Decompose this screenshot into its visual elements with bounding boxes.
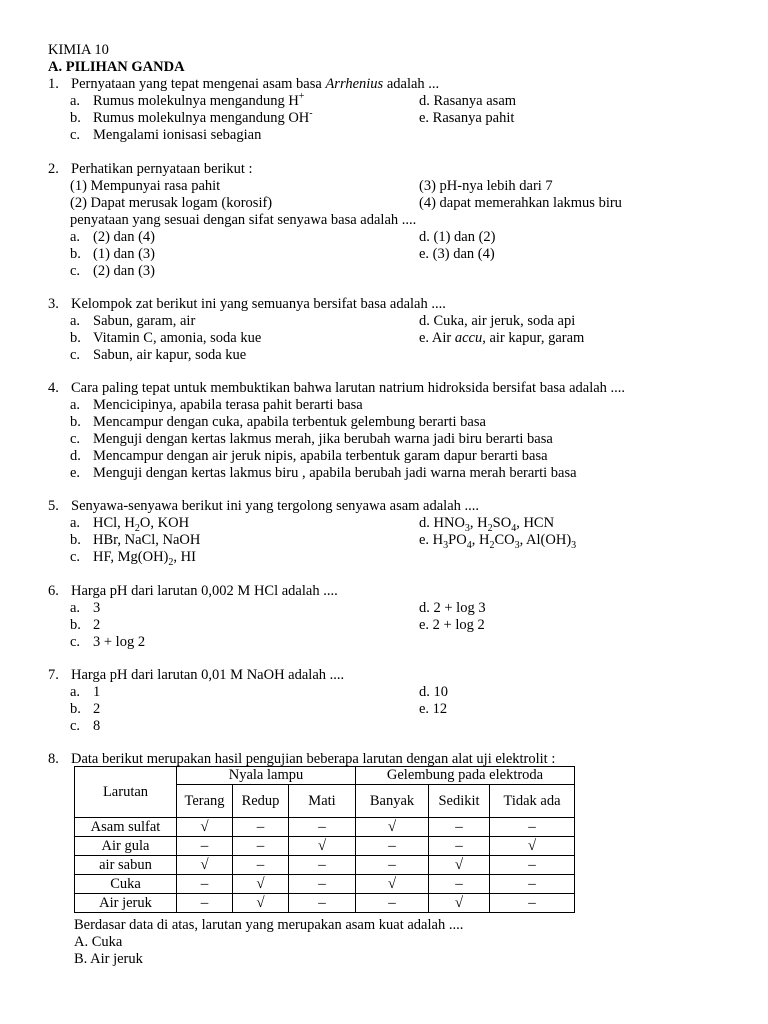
option-c: c. 3 + log 2 (70, 634, 146, 650)
statement-1: (1) Mempunyai rasa pahit (70, 178, 221, 194)
table-cell: √ (429, 856, 490, 875)
option-e: e. Rasanya pahit (419, 110, 515, 126)
header-tidak-ada: Tidak ada (490, 785, 575, 818)
header-redup: Redup (233, 785, 289, 818)
option-e: e. (3) dan (4) (419, 246, 495, 262)
question-7 (48, 667, 344, 684)
table-cell: √ (356, 818, 429, 837)
table-cell: – (490, 856, 575, 875)
table-row (75, 875, 575, 894)
table-cell: – (356, 856, 429, 875)
question-6 (48, 583, 338, 600)
option-b: b. 2 (70, 617, 101, 633)
table-cell: – (233, 837, 289, 856)
question-text-end: adalah ... (383, 76, 440, 92)
option-e: e. Menguji dengan kertas lakmus biru , apabila berubah jadi warna merah berarti basa (70, 465, 577, 481)
header-gelembung: Gelembung pada elektroda (356, 767, 575, 785)
option-a: a. Rumus molekulnya mengandung H+ (70, 91, 305, 109)
header-terang: Terang (177, 785, 233, 818)
question-4 (48, 380, 625, 397)
table-row (75, 818, 575, 837)
option-a: a. Sabun, garam, air (70, 313, 196, 329)
section-title: A. PILIHAN GANDA (48, 59, 185, 75)
statement-2: (2) Dapat merusak logam (korosif) (70, 195, 273, 211)
question-text-italic: Arrhenius (325, 76, 384, 92)
header-mati: Mati (289, 785, 356, 818)
option-d: d. (1) dan (2) (419, 229, 496, 245)
option-c: c. Sabun, air kapur, soda kue (70, 347, 247, 363)
question-text: Cara paling tepat untuk membuktikan bahwa larutan natrium hidroksida bersifat basa adalah .... (71, 380, 626, 396)
table-cell: – (289, 818, 356, 837)
option-a: a. Mencicipinya, apabila terasa pahit berarti basa (70, 397, 363, 413)
table-cell: – (356, 837, 429, 856)
table-cell: – (177, 837, 233, 856)
option-a: a. (2) dan (4) (70, 229, 156, 245)
table-cell: – (233, 856, 289, 875)
question-text: Data berikut merupakan hasil pengujian beberapa larutan dengan alat uji elektrolit : (71, 751, 556, 767)
option-b: b. Mencampur dengan cuka, apabila terbentuk gelembung berarti basa (70, 414, 486, 430)
table-row (75, 856, 575, 875)
header-nyala-lampu: Nyala lampu (177, 767, 356, 785)
table-cell: – (490, 875, 575, 894)
question-5 (48, 498, 479, 515)
question-number: 1. (48, 76, 59, 92)
subject-title: KIMIA 10 (48, 42, 109, 58)
table-cell: – (177, 894, 233, 913)
option-c: c. HF, $Mg(OH)_2$, HI (70, 549, 196, 568)
table-cell: √ (233, 894, 289, 913)
option-a: a. 3 (70, 600, 101, 616)
table-cell: – (429, 875, 490, 894)
option-d: d. $HNO_3$, $H_2SO_4$, HCN (419, 515, 555, 534)
question-text: Harga pH dari larutan 0,002 M HCl adalah .... (71, 583, 338, 599)
table-cell: √ (177, 856, 233, 875)
option-b: B. Air jeruk (74, 951, 143, 967)
table-cell: – (177, 875, 233, 894)
question-number: 2. (48, 161, 59, 177)
question-text: Pernyataan yang tepat mengenai asam basa (71, 76, 326, 92)
header-larutan: Larutan (75, 767, 177, 818)
question-text: Harga pH dari larutan 0,01 M NaOH adalah .... (71, 667, 345, 683)
question-number: 6. (48, 583, 59, 599)
option-d: d. 2 + log 3 (419, 600, 486, 616)
question-number: 3. (48, 296, 59, 312)
option-a: A. Cuka (74, 934, 123, 950)
option-e: e. 2 + log 2 (419, 617, 485, 633)
option-c: c. Mengalami ionisasi sebagian (70, 127, 262, 143)
question-number: 8. (48, 751, 59, 767)
statement-4: (4) dapat memerahkan lakmus biru (419, 195, 622, 211)
option-c: c. Menguji dengan kertas lakmus merah, jika berubah warna jadi biru berarti basa (70, 431, 553, 447)
table-row (75, 837, 575, 856)
question-number: 4. (48, 380, 59, 396)
option-d: d. Mencampur dengan air jeruk nipis, apabila terbentuk garam dapur berarti basa (70, 448, 548, 464)
option-b: b. 2 (70, 701, 101, 717)
option-c: c. (2) dan (3) (70, 263, 156, 279)
table-cell: – (289, 894, 356, 913)
table-cell: √ (490, 837, 575, 856)
option-a: a. HCl, $H_2O$, KOH (70, 515, 190, 534)
row-label: Air jeruk (75, 894, 177, 913)
option-d: d. 10 (419, 684, 448, 700)
option-c: c. 8 (70, 718, 101, 734)
row-label: air sabun (75, 856, 177, 875)
table-cell: – (233, 818, 289, 837)
table-cell: – (289, 875, 356, 894)
question-prompt: Berdasar data di atas, larutan yang merupakan asam kuat adalah .... (74, 917, 464, 933)
table-cell: – (429, 818, 490, 837)
statement-3: (3) pH-nya lebih dari 7 (419, 178, 553, 194)
option-d: d. Cuka, air jeruk, soda api (419, 313, 576, 329)
option-e: e. Air accu, air kapur, garam (419, 330, 585, 346)
header-sedikit: Sedikit (429, 785, 490, 818)
question-text: Perhatikan pernyataan berikut : (71, 161, 253, 177)
table-cell: √ (289, 837, 356, 856)
question-number: 7. (48, 667, 59, 683)
question-3 (48, 296, 446, 313)
option-e: e. $H_3PO_4$, $H_2CO_3$, $Al(OH)_3$ (419, 532, 577, 551)
question-text: Kelompok zat berikut ini yang semuanya bersifat basa adalah .... (71, 296, 446, 312)
option-b: b. Rumus molekulnya mengandung OH- (70, 108, 313, 126)
option-b: b. (1) dan (3) (70, 246, 156, 262)
table-cell: √ (429, 894, 490, 913)
option-a: a. 1 (70, 684, 101, 700)
row-label: Asam sulfat (75, 818, 177, 837)
option-b: b. Vitamin C, amonia, soda kue (70, 330, 262, 346)
table-cell: – (289, 856, 356, 875)
question-1 (48, 76, 439, 93)
question-text: Senyawa-senyawa berikut ini yang tergolong senyawa asam adalah .... (71, 498, 480, 514)
option-e: e. 12 (419, 701, 448, 717)
table-cell: – (490, 818, 575, 837)
question-prompt: penyataan yang sesuai dengan sifat senyawa basa adalah .... (70, 212, 417, 228)
table-cell: – (429, 837, 490, 856)
row-label: Air gula (75, 837, 177, 856)
row-label: Cuka (75, 875, 177, 894)
table-body (75, 818, 575, 913)
table-cell: √ (233, 875, 289, 894)
table-cell: √ (356, 875, 429, 894)
table-cell: – (490, 894, 575, 913)
header-banyak: Banyak (356, 785, 429, 818)
question-2 (48, 161, 253, 178)
electrolyte-test-table (74, 766, 575, 913)
table-cell: – (356, 894, 429, 913)
question-number: 5. (48, 498, 59, 514)
table-cell: √ (177, 818, 233, 837)
table-row (75, 894, 575, 913)
option-b: b. HBr, NaCl, NaOH (70, 532, 201, 548)
option-d: d. Rasanya asam (419, 93, 517, 109)
